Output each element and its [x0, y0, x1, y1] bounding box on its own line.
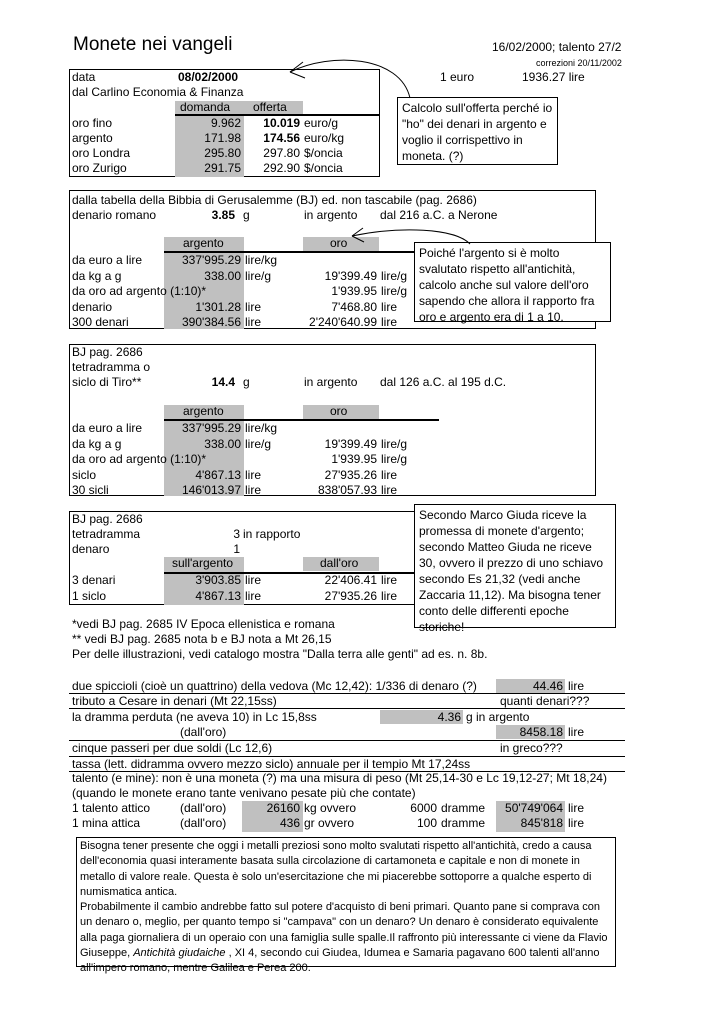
ratio-row1-value: 3 [233, 527, 240, 541]
silver-value: 338.00 [204, 268, 241, 283]
talent-unit: kg ovvero [304, 801, 357, 815]
drachma-gold-text: (dall'oro) [180, 725, 227, 739]
drachma-gold-value: 8458.18 [519, 725, 563, 739]
mina-value: 845'818 [520, 816, 563, 830]
talent-line2: (quando le monete erano tante venivano pesate più che contate) [72, 786, 416, 800]
row-name: 30 sicli [72, 483, 109, 498]
closing-paragraph-2: Probabilmente il cambio andrebbe fatto sul potere d'acquisto di beni primari. Quanto pane si comprava con un denaro o, meglio, per quanto tempo si "campava" con un denaro? Un denaro è considerato equivalente alla paga giornaliera di un operaio con una famiglia sulle spalle.Il raffronto più interessante ci viene da Flavio Giuseppe, Antichità giudaiche , XI 4, secondo cui Giudea, Idumea e Samaria pagavano 600 talenti all'anno all'impero romano, mentre Galilea e Perea 200. [80, 901, 608, 975]
euro-value: 1936.27 lire [522, 70, 585, 84]
metal-unit: $/oncia [304, 146, 343, 160]
silver-value: 146'013.97 [181, 483, 241, 498]
silver-unit: lire [245, 315, 262, 330]
tetra-line1: BJ pag. 2686 [72, 345, 143, 359]
silver-unit: lire [245, 299, 262, 314]
metal-demand: 9.962 [210, 116, 241, 130]
silver-unit: lire/g [245, 268, 272, 283]
footnote-3: Per delle illustrazioni, vedi catalogo mostra "Dalla terra alle genti" ad es. n. 8b. [72, 647, 488, 661]
row-name: 300 denari [72, 315, 129, 330]
gold-value: 19'399.49 [324, 436, 377, 451]
silver-unit: lire [245, 588, 262, 603]
talent-src: (dall'oro) [180, 801, 227, 815]
page-title: Monete nei vangeli [73, 34, 233, 55]
tetra-col-gold: oro [330, 404, 348, 418]
gold-value: 22'406.41 [324, 573, 377, 587]
denarius-weight-unit: g [243, 208, 250, 222]
metals-date-label: data [72, 70, 96, 84]
ratio-source: BJ pag. 2686 [72, 512, 143, 526]
metals-note: Calcolo sull'offerta perché io "ho" dei denari in argento e voglio il corrispettivo in moneta. (?) [397, 97, 558, 165]
denarius-col-gold: oro [330, 236, 348, 250]
row-name: da kg a g [72, 268, 122, 283]
talent-dramme-label: dramme [441, 801, 486, 815]
col-offer: offerta [253, 100, 287, 114]
metal-offer: 292.90 [263, 161, 300, 175]
tetra-weight: 14.4 [211, 375, 235, 389]
tetra-name: siclo di Tiro** [72, 375, 142, 389]
gold-value: 27'935.26 [324, 588, 377, 603]
gold-value: 1'939.95 [331, 452, 377, 467]
silver-value: 1'301.28 [195, 299, 241, 314]
metals-source: dal Carlino Economia & Finanza [72, 85, 244, 99]
ratio-col-silver: sull'argento [172, 556, 233, 570]
tetra-material: in argento [304, 375, 358, 389]
metal-demand: 295.80 [204, 146, 241, 160]
metal-offer: 297.80 [263, 146, 300, 160]
row-name: 1 siclo [72, 588, 107, 603]
denarius-weight: 3.85 [211, 208, 235, 222]
tetra-period: dal 126 a.C. al 195 d.C. [380, 375, 507, 389]
silver-unit: lire [245, 573, 262, 587]
talent-line1: talento (e mine): non è una moneta (?) ma una misura di peso (Mt 25,14-30 e Lc 19,12-27; Mt 18,24) [72, 771, 607, 785]
gold-unit: lire [381, 588, 398, 603]
mina-weight: 436 [279, 816, 300, 830]
mina-src: (dall'oro) [180, 816, 227, 830]
book-title: Antichità giudaiche [133, 947, 226, 960]
metals-date-value: 08/02/2000 [178, 70, 239, 84]
row-name: 3 denari [72, 573, 116, 587]
row-name: da kg a g [72, 436, 122, 451]
tetra-weight-unit: g [243, 375, 250, 389]
tetra-col-silver: argento [183, 404, 224, 418]
gold-unit: lire [381, 315, 398, 330]
metal-demand: 171.98 [204, 131, 241, 145]
widow-value: 44.46 [532, 679, 563, 693]
date-info: 16/02/2000; talento 27/2 [492, 40, 622, 54]
silver-value: 4'867.13 [195, 588, 241, 603]
ratio-row1-name: tetradramma [72, 527, 141, 541]
silver-value: 338.00 [204, 436, 241, 451]
silver-unit: lire/g [245, 436, 272, 451]
gold-unit: lire/g [381, 452, 408, 467]
denarius-material: in argento [304, 208, 358, 222]
silver-value: 337'995.29 [181, 253, 241, 267]
mina-dramme: 100 [416, 816, 437, 830]
metal-name: oro Zurigo [72, 161, 127, 175]
mina-unit: gr ovvero [304, 816, 355, 830]
tribute-right: quanti denari??? [500, 694, 590, 708]
mina-dramme-label: dramme [441, 816, 486, 830]
row-name: da oro ad argento (1:10)* [72, 452, 207, 467]
silver-value: 3'903.85 [195, 573, 241, 587]
gold-value: 2'240'640.99 [309, 315, 377, 330]
row-name: siclo [72, 467, 97, 482]
drachma-unit: g in argento [466, 710, 530, 724]
denarius-source: dalla tabella della Bibbia di Gerusalemme (BJ) ed. non tascabile (pag. 2686) [72, 193, 477, 207]
silver-value: 337'995.29 [181, 421, 241, 435]
sparrows-right: in greco??? [500, 741, 563, 755]
denarius-note: Poiché l'argento si è molto svalutato rispetto all'antichità, calcolo anche sul valore dell'oro sapendo che allora il rapporto fra oro e argento era di 1 a 10. [414, 242, 611, 322]
gold-unit: lire/g [381, 436, 408, 451]
silver-unit: lire [245, 467, 262, 482]
mina-name: 1 mina attica [72, 816, 141, 830]
judas-note: Secondo Marco Giuda riceve la promessa di monete d'argento; secondo Matteo Giuda ne riceve 30, ovvero il prezzo di uno schiavo secondo Es 21,32 (vedi anche Zaccaria 11,12). Ma bisogna tener conto delle differenti epoche storiche! [414, 504, 616, 628]
widow-unit: lire [568, 679, 585, 693]
gold-value: 1'939.95 [331, 284, 377, 299]
tetra-line2: tetradramma o [72, 360, 151, 374]
gold-unit: lire [381, 573, 398, 587]
tribute-text: tributo a Cesare in denari (Mt 22,15ss) [72, 694, 277, 708]
metal-offer: 174.56 [263, 131, 300, 145]
euro-label: 1 euro [440, 70, 475, 84]
silver-unit: lire [245, 483, 262, 498]
row-name: da euro a lire [72, 421, 143, 435]
drachma-gold-unit: lire [568, 725, 585, 739]
talent-dramme: 6000 [410, 801, 437, 815]
metal-demand: 291.75 [204, 161, 241, 175]
ratio-row2-name: denaro [72, 542, 110, 556]
metal-offer: 10.019 [263, 116, 300, 130]
widow-text: due spiccioli (cioè un quattrino) della vedova (Mc 12,42): 1/336 di denaro (?) [72, 679, 477, 693]
gold-unit: lire [381, 299, 398, 314]
row-name: da euro a lire [72, 253, 143, 267]
silver-value: 390'384.56 [181, 315, 241, 330]
row-name: da oro ad argento (1:10)* [72, 284, 207, 299]
mina-value-unit: lire [568, 816, 585, 830]
denarius-name: denario romano [72, 208, 157, 222]
gold-value: 7'468.80 [331, 299, 377, 314]
sparrows-text: cinque passeri per due soldi (Lc 12,6) [72, 741, 273, 755]
row-name: denario [72, 299, 113, 314]
footnote-1: *vedi BJ pag. 2685 IV Epoca ellenistica e romana [72, 617, 335, 631]
col-demand: domanda [180, 100, 231, 114]
gold-value: 27'935.26 [324, 467, 377, 482]
gold-unit: lire/g [381, 284, 408, 299]
metal-name: oro Londra [72, 146, 131, 160]
denarius-col-silver: argento [183, 236, 224, 250]
gold-unit: lire/g [381, 268, 408, 283]
ratio-row2-value: 1 [233, 542, 240, 556]
silver-unit: lire/kg [245, 421, 278, 435]
metal-name: argento [72, 131, 113, 145]
talent-value: 50'749'064 [505, 801, 563, 815]
gold-value: 838'057.93 [317, 483, 377, 498]
ratio-col-gold: dall'oro [320, 556, 359, 570]
gold-unit: lire [381, 483, 398, 498]
tax-text: tassa (lett. didramma ovvero mezzo siclo) annuale per il tempio Mt 17,24ss [72, 757, 471, 771]
drachma-value: 4.36 [437, 710, 461, 724]
denarius-period: dal 216 a.C. a Nerone [380, 208, 498, 222]
closing-paragraph-1: Bisogna tener presente che oggi i metalli preziosi sono molto svalutati rispetto all'antichità, credo a causa dell'economia quasi interamente basata sulla circolazione di cartamoneta e capitale e non di monete in metallo di valore reale. Questa è solo un'esercitazione che mi piacerebbe sottoporre a qualche esperto di numismatica antica. [80, 840, 592, 898]
gold-unit: lire [381, 467, 398, 482]
corrections-info: correzioni 20/11/2002 [536, 58, 622, 68]
talent-name: 1 talento attico [72, 801, 151, 815]
metal-unit: euro/g [304, 116, 339, 130]
gold-value: 19'399.49 [324, 268, 377, 283]
metal-unit: $/oncia [304, 161, 343, 175]
drachma-text: la dramma perduta (ne aveva 10) in Lc 15,8ss [72, 710, 317, 724]
silver-value: 4'867.13 [195, 467, 241, 482]
footnote-2: ** vedi BJ pag. 2685 nota b e BJ nota a Mt 26,15 [72, 632, 332, 646]
metal-name: oro fino [72, 116, 113, 130]
talent-value-unit: lire [568, 801, 585, 815]
ratio-row1-text: in rapporto [243, 527, 301, 541]
silver-unit: lire/kg [245, 253, 278, 267]
metal-unit: euro/kg [304, 131, 345, 145]
talent-weight: 26160 [266, 801, 300, 815]
